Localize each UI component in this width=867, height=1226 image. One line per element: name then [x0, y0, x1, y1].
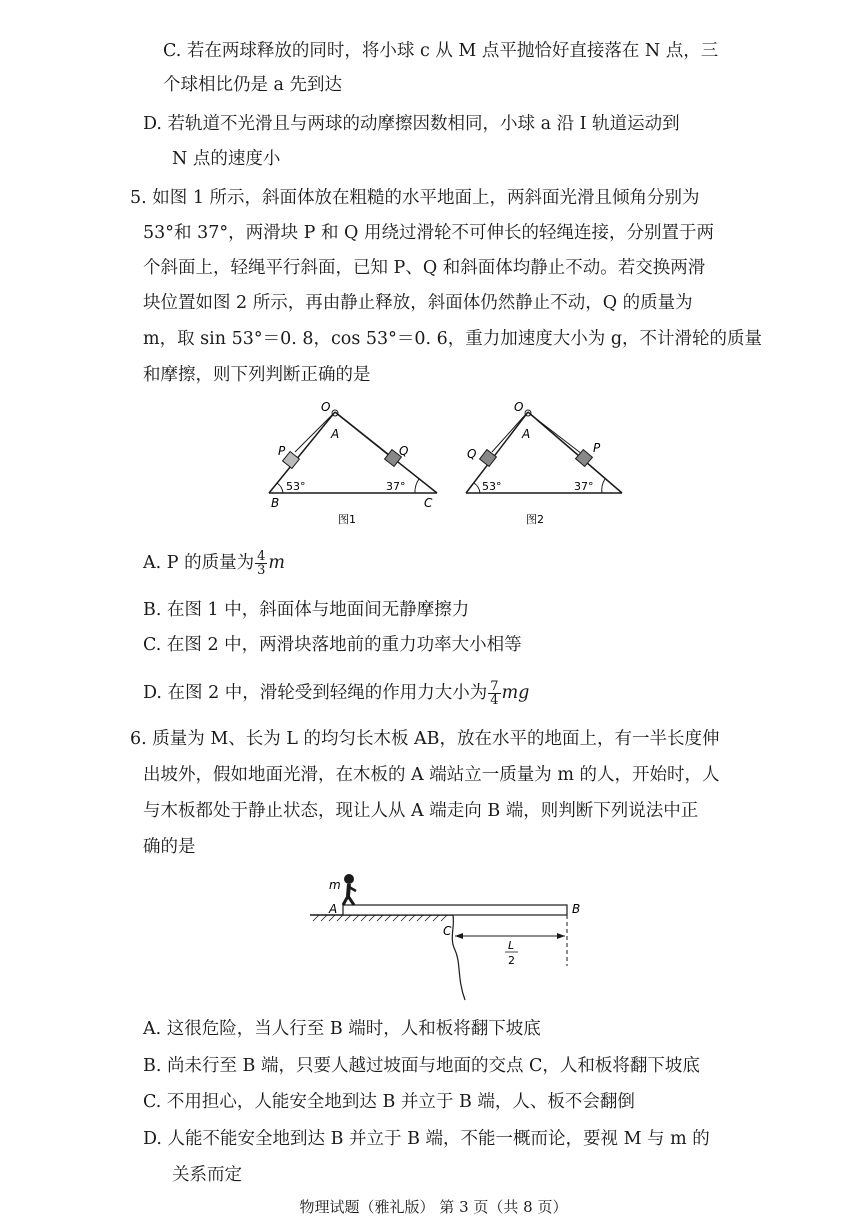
- q4-option-c-line1: C. 若在两球释放的同时，将小球 c 从 M 点平抛恰好直接落在 N 点，三: [163, 41, 719, 61]
- q5-option-d-suffix: mg: [501, 683, 530, 703]
- q6-stem-line2: 出坡外，假如地面光滑，在木板的 A 端站立一质量为 m 的人，开始时，人: [143, 765, 720, 785]
- q4-option-d-line2: N 点的速度小: [172, 149, 281, 169]
- q4-option-d-line1: D. 若轨道不光滑且与两球的动摩擦因数相同，小球 a 沿 Ⅰ 轨道运动到: [143, 114, 680, 134]
- q6-stem-line4: 确的是: [143, 837, 196, 857]
- person-icon: [343, 874, 356, 905]
- fig1-angle-arc-left: [277, 483, 283, 493]
- q5-figure-2: [462, 400, 642, 530]
- fig1-angle-left: 53°: [286, 480, 306, 493]
- fig2-rope-left: [492, 414, 526, 452]
- fig1-label-p: P: [278, 444, 286, 458]
- fig1-label-b: B: [271, 496, 280, 510]
- q5-option-a: [143, 550, 285, 577]
- fig2-angle-arc-left: [474, 483, 480, 493]
- fig2-label-o: O: [514, 400, 524, 414]
- page-footer: 物理试题（雅礼版） 第 3 页（共 8 页）: [299, 1198, 568, 1216]
- q6-option-a: A. 这很危险，当人行至 B 端时，人和板将翻下坡底: [143, 1019, 541, 1039]
- fraction-denominator: 4: [490, 693, 499, 708]
- fig2-angle-arc-right: [602, 479, 605, 493]
- fig1-rope-right: [337, 414, 392, 458]
- arrow-head-right-icon: [557, 933, 565, 939]
- q5-option-c: C. 在图 2 中，两滑块落地前的重力功率大小相等: [143, 635, 522, 655]
- fig2-label-a: A: [522, 427, 531, 441]
- plank-ab: [343, 905, 567, 915]
- fig1-label-a: A: [331, 427, 340, 441]
- q5-option-a-fraction: [255, 550, 267, 577]
- q6-stem-line3: 与木板都处于静止状态，现让人从 A 端走向 B 端，则判断下列说法中正: [143, 801, 699, 821]
- q6-stem-line1: 6. 质量为 M、长为 L 的均匀长木板 AB，放在水平的地面上，有一半长度伸: [130, 729, 720, 749]
- q5-stem-line3: 个斜面上，轻绳平行斜面，已知 P、Q 和斜面体均静止不动。若交换两滑: [143, 258, 706, 278]
- label-a: A: [329, 902, 338, 916]
- fig2-block-q: [480, 450, 497, 467]
- q5-option-d-fraction: [488, 680, 500, 707]
- fig1-label-c: C: [424, 496, 433, 510]
- q5-option-b: B. 在图 1 中，斜面体与地面间无静摩擦力: [143, 600, 470, 620]
- label-m: m: [329, 878, 341, 892]
- fig2-rope-right: [530, 414, 582, 454]
- fraction-denominator: 3: [257, 563, 266, 578]
- q5-option-a-prefix: A. P 的质量为: [143, 553, 255, 573]
- q6-option-d-line1: D. 人能不能安全地到达 B 并立于 B 端，不能一概而论，要视 M 与 m 的: [143, 1129, 710, 1149]
- fig1-label-q: Q: [399, 444, 409, 458]
- fig2-label-p: P: [593, 441, 601, 455]
- q6-option-b: B. 尚未行至 B 端，只要人越过坡面与地面的交点 C，人和板将翻下坡底: [143, 1056, 700, 1076]
- fig1-angle-arc-right: [415, 479, 419, 493]
- fig1-label-o: O: [321, 400, 331, 414]
- fig1-angle-right: 37°: [386, 480, 406, 493]
- q5-stem-line6: 和摩擦，则下列判断正确的是: [143, 365, 371, 385]
- fig1-rope-left: [295, 414, 333, 452]
- fig1-caption: 图1: [338, 513, 356, 526]
- label-l: L: [508, 939, 515, 952]
- fraction-numerator: 7: [490, 679, 499, 694]
- label-b: B: [572, 902, 581, 916]
- slope-cliff: [452, 915, 465, 1000]
- fig2-caption: 图2: [526, 513, 544, 526]
- q5-option-d: [143, 680, 529, 707]
- q5-figure-1: [265, 400, 445, 530]
- q5-stem-line1: 5. 如图 1 所示，斜面体放在粗糙的水平地面上，两斜面光滑且倾角分别为: [130, 188, 700, 208]
- arrow-head-left-icon: [455, 933, 463, 939]
- label-two: 2: [508, 954, 515, 967]
- q6-figure: [305, 868, 595, 1008]
- q5-stem-line5: m，取 sin 53°＝0. 8，cos 53°＝0. 6，重力加速度大小为 g，不计滑轮的质量: [143, 329, 763, 349]
- q5-stem-line4: 块位置如图 2 所示，再由静止释放，斜面体仍然静止不动，Q 的质量为: [143, 293, 693, 313]
- q4-option-c-line2: 个球相比仍是 a 先到达: [163, 75, 343, 95]
- fig2-block-p: [576, 450, 593, 467]
- q5-option-a-suffix: m: [268, 553, 285, 573]
- q6-option-d-line2: 关系而定: [172, 1165, 242, 1185]
- label-c: C: [443, 924, 452, 938]
- q5-option-d-prefix: D. 在图 2 中，滑轮受到轻绳的作用力大小为: [143, 683, 488, 703]
- q6-option-c: C. 不用担心，人能安全地到达 B 并立于 B 端，人、板不会翻倒: [143, 1092, 635, 1112]
- q5-stem-line2: 53°和 37°，两滑块 P 和 Q 用绕过滑轮不可伸长的轻绳连接，分别置于两: [143, 223, 714, 243]
- fig2-angle-left: 53°: [482, 480, 502, 493]
- fig2-label-q: Q: [467, 447, 477, 461]
- fig2-angle-right: 37°: [574, 480, 594, 493]
- fraction-numerator: 4: [257, 549, 266, 564]
